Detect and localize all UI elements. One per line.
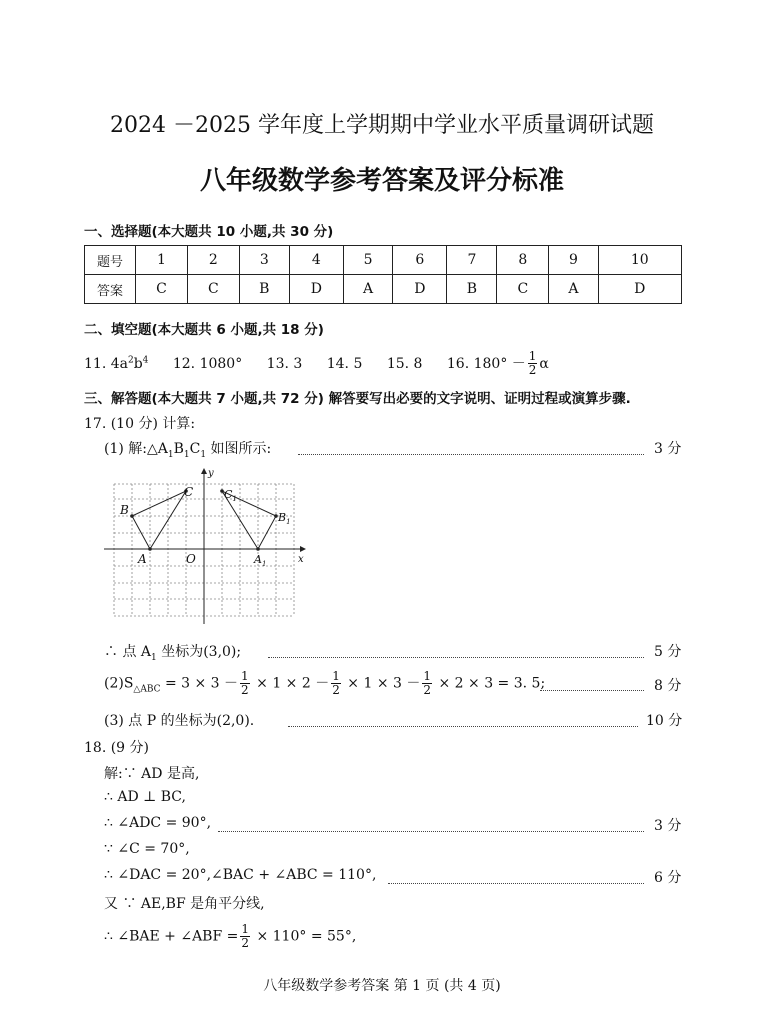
label-y: y xyxy=(208,468,214,479)
q17-title: 17. (10 分) 计算: xyxy=(84,416,196,432)
q17-part2: $(2)S_{\triangle ABC} = 3 \times 3$ － $\frac{1}{2}$ × 1 × 2 － $\frac{1}{2}$ × 1 × 3 － $\frac{1}{2}$ × 2 × 3 = 3. 5; xyxy=(104,669,546,697)
table-cell: C xyxy=(497,275,549,304)
fraction-half: $\frac{1}{2}$ xyxy=(241,669,249,697)
q18-step3: ∴ ∠ADC = 90°, xyxy=(104,815,212,831)
answer-table xyxy=(84,245,682,304)
point-b xyxy=(130,514,134,518)
table-cell: 7 xyxy=(447,246,497,275)
point-a xyxy=(148,547,152,551)
x-axis-arrow xyxy=(300,546,306,552)
fraction-half: $\frac{1}{2}$ xyxy=(332,669,340,697)
q18-step7: ∴ ∠BAE + ∠ABF = $\frac{1}{2}$ × 110° = 55°, xyxy=(104,922,357,950)
q18-step2: ∴ AD ⊥ BC, xyxy=(104,789,186,805)
leader-dots xyxy=(288,726,638,727)
table-cell: D xyxy=(598,275,681,304)
q13-answer: 13. 3 xyxy=(266,355,303,372)
answer-key-title: 八年级数学参考答案及评分标准 xyxy=(199,166,564,196)
table-cell: B xyxy=(447,275,497,304)
q18-score-1: 3 分 xyxy=(654,818,682,834)
table-cell: 9 xyxy=(549,246,598,275)
exam-title: 2024 －2025 学年度上学期期中学业水平质量调研试题 xyxy=(110,113,654,138)
table-cell: 4 xyxy=(289,246,343,275)
point-a1 xyxy=(256,547,260,551)
q17-part3: (3) 点 P 的坐标为(2,0). xyxy=(104,713,255,729)
table-row-numbers xyxy=(85,246,682,275)
table-cell: 2 xyxy=(187,246,239,275)
table-cell: 3 xyxy=(239,246,289,275)
leader-dots xyxy=(218,831,644,832)
table-cell: C xyxy=(136,275,188,304)
section3-heading: 三、解答题(本大题共 7 小题,共 72 分) 解答要写出必要的文字说明、证明过程或演算步骤. xyxy=(84,391,631,407)
leader-dots xyxy=(268,657,644,658)
q18-title: 18. (9 分) xyxy=(84,740,149,756)
q17-score-2: 5 分 xyxy=(654,644,682,660)
page-footer: 八年级数学参考答案 第 1 页 (共 4 页) xyxy=(263,978,501,994)
q18-step6: 又 ∵ AE,BF 是角平分线, xyxy=(104,896,265,912)
q14-answer: 14. 5 xyxy=(326,355,363,372)
table-cell: D xyxy=(289,275,343,304)
fraction-half: $\frac{1}{2}$ xyxy=(241,922,250,950)
label-x: x xyxy=(298,554,304,565)
leader-dots xyxy=(298,454,644,455)
q18-step5: ∴ ∠DAC = 20°,∠BAC + ∠ABC = 110°, xyxy=(104,867,377,883)
q18-score-2: 6 分 xyxy=(654,870,682,886)
fraction-half: $\frac{1}{2}$ xyxy=(423,669,432,697)
section2-heading: 二、填空题(本大题共 6 小题,共 18 分) xyxy=(84,322,324,338)
leader-dots xyxy=(388,883,644,884)
q17-part1-conclusion: ∴ 点 $A_1$ 坐标为(3,0); xyxy=(104,644,242,663)
row-label-number: 题号 xyxy=(85,246,136,275)
table-cell: 6 xyxy=(393,246,447,275)
q18-step1: 解:∵ AD 是高, xyxy=(104,766,200,782)
leader-dots xyxy=(540,690,644,691)
fraction-half: $\frac{1}{2}$ xyxy=(528,349,537,377)
fill-answers xyxy=(84,350,549,377)
table-cell: A xyxy=(549,275,598,304)
label-c1: $C_1$ xyxy=(224,488,237,503)
row-label-answer: 答案 xyxy=(85,275,136,304)
y-axis-arrow xyxy=(201,468,207,474)
q17-score-1: 3 分 xyxy=(654,441,682,457)
table-cell: B xyxy=(239,275,289,304)
q11-answer: 11. $4a^2b^4$ xyxy=(84,354,149,372)
label-a1: $A_1$ xyxy=(254,553,267,568)
table-cell: A xyxy=(343,275,392,304)
table-cell: 10 xyxy=(598,246,681,275)
q17-part1: (1) 解$:\triangle A_1B_1C_1$ 如图所示: xyxy=(104,441,272,460)
label-o: O xyxy=(186,552,196,566)
q17-score-4: 10 分 xyxy=(646,713,683,729)
table-cell: 1 xyxy=(136,246,188,275)
table-row-answers xyxy=(85,275,682,304)
section1-heading: 一、选择题(本大题共 10 小题,共 30 分) xyxy=(84,224,334,240)
table-cell: D xyxy=(393,275,447,304)
q12-answer: 12. 1080° xyxy=(172,355,243,372)
q17-score-3: 8 分 xyxy=(654,678,682,694)
q16-answer: 16. 180° － $\frac{1}{2}$ α xyxy=(446,349,549,377)
table-cell: C xyxy=(187,275,239,304)
table-cell: 8 xyxy=(497,246,549,275)
label-c: C xyxy=(184,485,194,499)
label-b: B xyxy=(120,503,129,517)
q18-step4: ∵ ∠C = 70°, xyxy=(104,841,190,857)
table-cell: 5 xyxy=(343,246,392,275)
triangle-abc xyxy=(132,491,186,549)
label-b1: $B_1$ xyxy=(278,511,291,526)
q15-answer: 15. 8 xyxy=(386,355,423,372)
label-a: A xyxy=(138,552,147,566)
coordinate-figure xyxy=(100,466,310,626)
